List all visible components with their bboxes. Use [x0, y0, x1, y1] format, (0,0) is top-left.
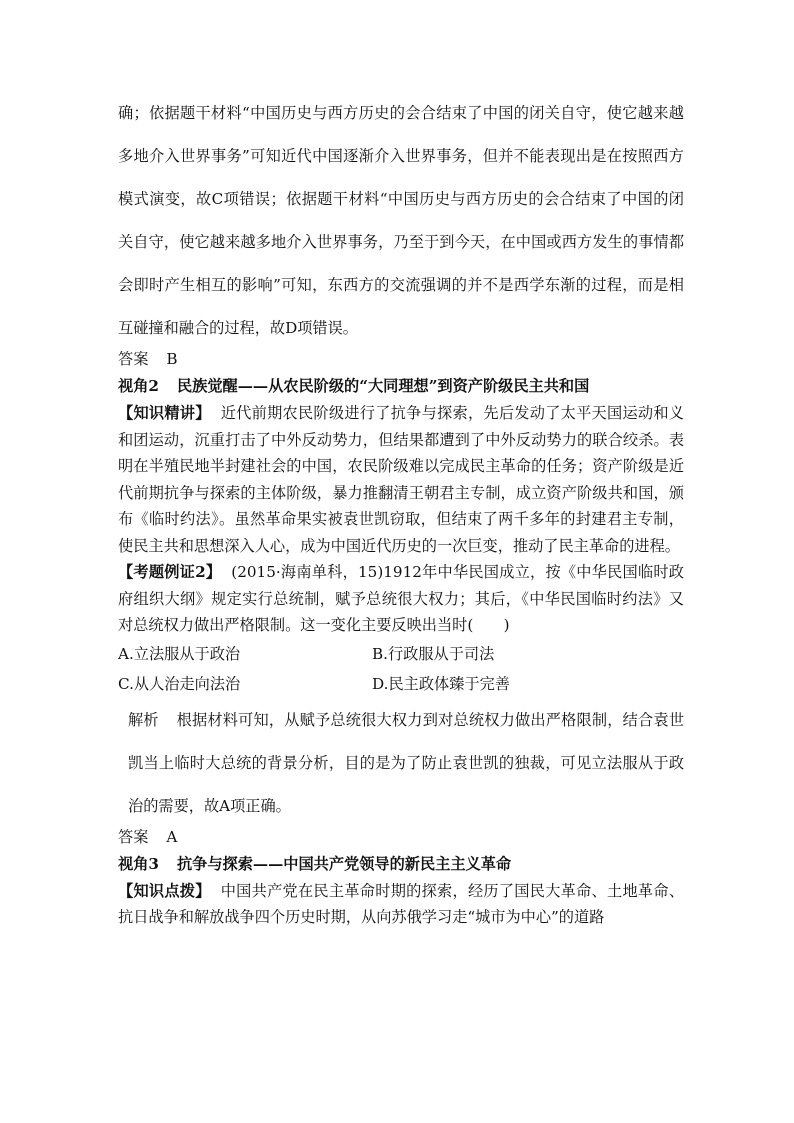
- section-label: 视角3: [118, 854, 159, 873]
- option-b: B.行政服从于司法: [372, 644, 495, 663]
- answer-label: 答案: [118, 827, 149, 846]
- section-heading-2: [118, 373, 684, 400]
- answer-line-1: [118, 346, 684, 373]
- paragraph-analysis-continued: 确；依据题干材料“中国历史与西方历史的会合结束了中国的闭关自守，使它越来越多地介入世界事务”可知近代中国逐渐介入世界事务，但并不能表现出是在按照西方模式演变，故C项错误；依据题干材料“中国历史与西方历史的会合结束了中国的闭关自守，使它越来越多地介入世界事务，乃至于到今天，在中国或西方发生的事情都会即时产生相互的影响”可知，东西方的交流强调的并不是西学东渐的过程，而是相互碰撞和融合的过程，故D项错误。: [118, 104, 684, 337]
- answer-label: 答案: [118, 350, 149, 368]
- analysis-label: 解析: [128, 710, 159, 729]
- example-tag: 【考题例证2】: [118, 563, 222, 581]
- knowledge-tag: 【知识精讲】: [118, 404, 211, 422]
- section-title: 民族觉醒——从农民阶级的“大同理想”到资产阶级民主共和国: [176, 377, 590, 395]
- answer-value: B: [166, 350, 178, 368]
- answer-value: A: [166, 827, 178, 846]
- analysis-text: 根据材料可知，从赋予总统很大权力到对总统权力做出严格限制，结合袁世凯当上临时大总统的背景分析，目的是为了防止袁世凯的独裁，可见立法服从于政治的需要，故A项正确。: [128, 710, 684, 815]
- section-heading-3: [118, 851, 684, 878]
- knowledge-paragraph-3: [118, 878, 684, 931]
- section-label: 视角2: [118, 377, 159, 395]
- example-text: (2015·海南单科，15)1912年中华民国成立，按《中华民国临时政府组织大纲》规定实行总统制，赋予总统很大权力；其后，《中华民国临时约法》又对总统权力做出严格限制。这一变化主要反映出当时( ): [118, 563, 684, 634]
- option-c: C.从人治走向法治: [118, 674, 241, 693]
- answer-options: [118, 639, 684, 699]
- knowledge-paragraph-2: [118, 400, 684, 559]
- section-title: 抗争与探索——中国共产党领导的新民主主义革命: [176, 854, 512, 873]
- knowledge-text: 中国共产党在民主革命时期的探索，经历了国民大革命、土地革命、抗日战争和解放战争四个历史时期，从向苏俄学习走“城市为中心”的道路: [118, 881, 685, 926]
- knowledge-text: 近代前期农民阶级进行了抗争与探索，先后发动了太平天国运动和义和团运动，沉重打击了中外反动势力，但结果都遭到了中外反动势力的联合绞杀。表明在半殖民地半封建社会的中国，农民阶级难以完成民主革命的任务；资产阶级是近代前期抗争与探索的主体阶级，暴力推翻清王朝君主专制，成立资产阶级共和国，颁布《临时约法》。虽然革命果实被袁世凯窃取，但结束了两千多年的封建君主专制，使民主共和思想深入人心，成为中国近代历史的一次巨变，推动了民主革命的进程。: [118, 404, 685, 555]
- analysis-paragraph-2: [118, 699, 684, 828]
- document-page: [118, 92, 684, 931]
- option-a: A.立法服从于政治: [118, 644, 241, 663]
- answer-line-2: [118, 824, 684, 851]
- example-paragraph-2: [118, 559, 684, 639]
- knowledge-tag: 【知识点拨】: [118, 881, 211, 900]
- option-d: D.民主政体臻于完善: [372, 674, 510, 693]
